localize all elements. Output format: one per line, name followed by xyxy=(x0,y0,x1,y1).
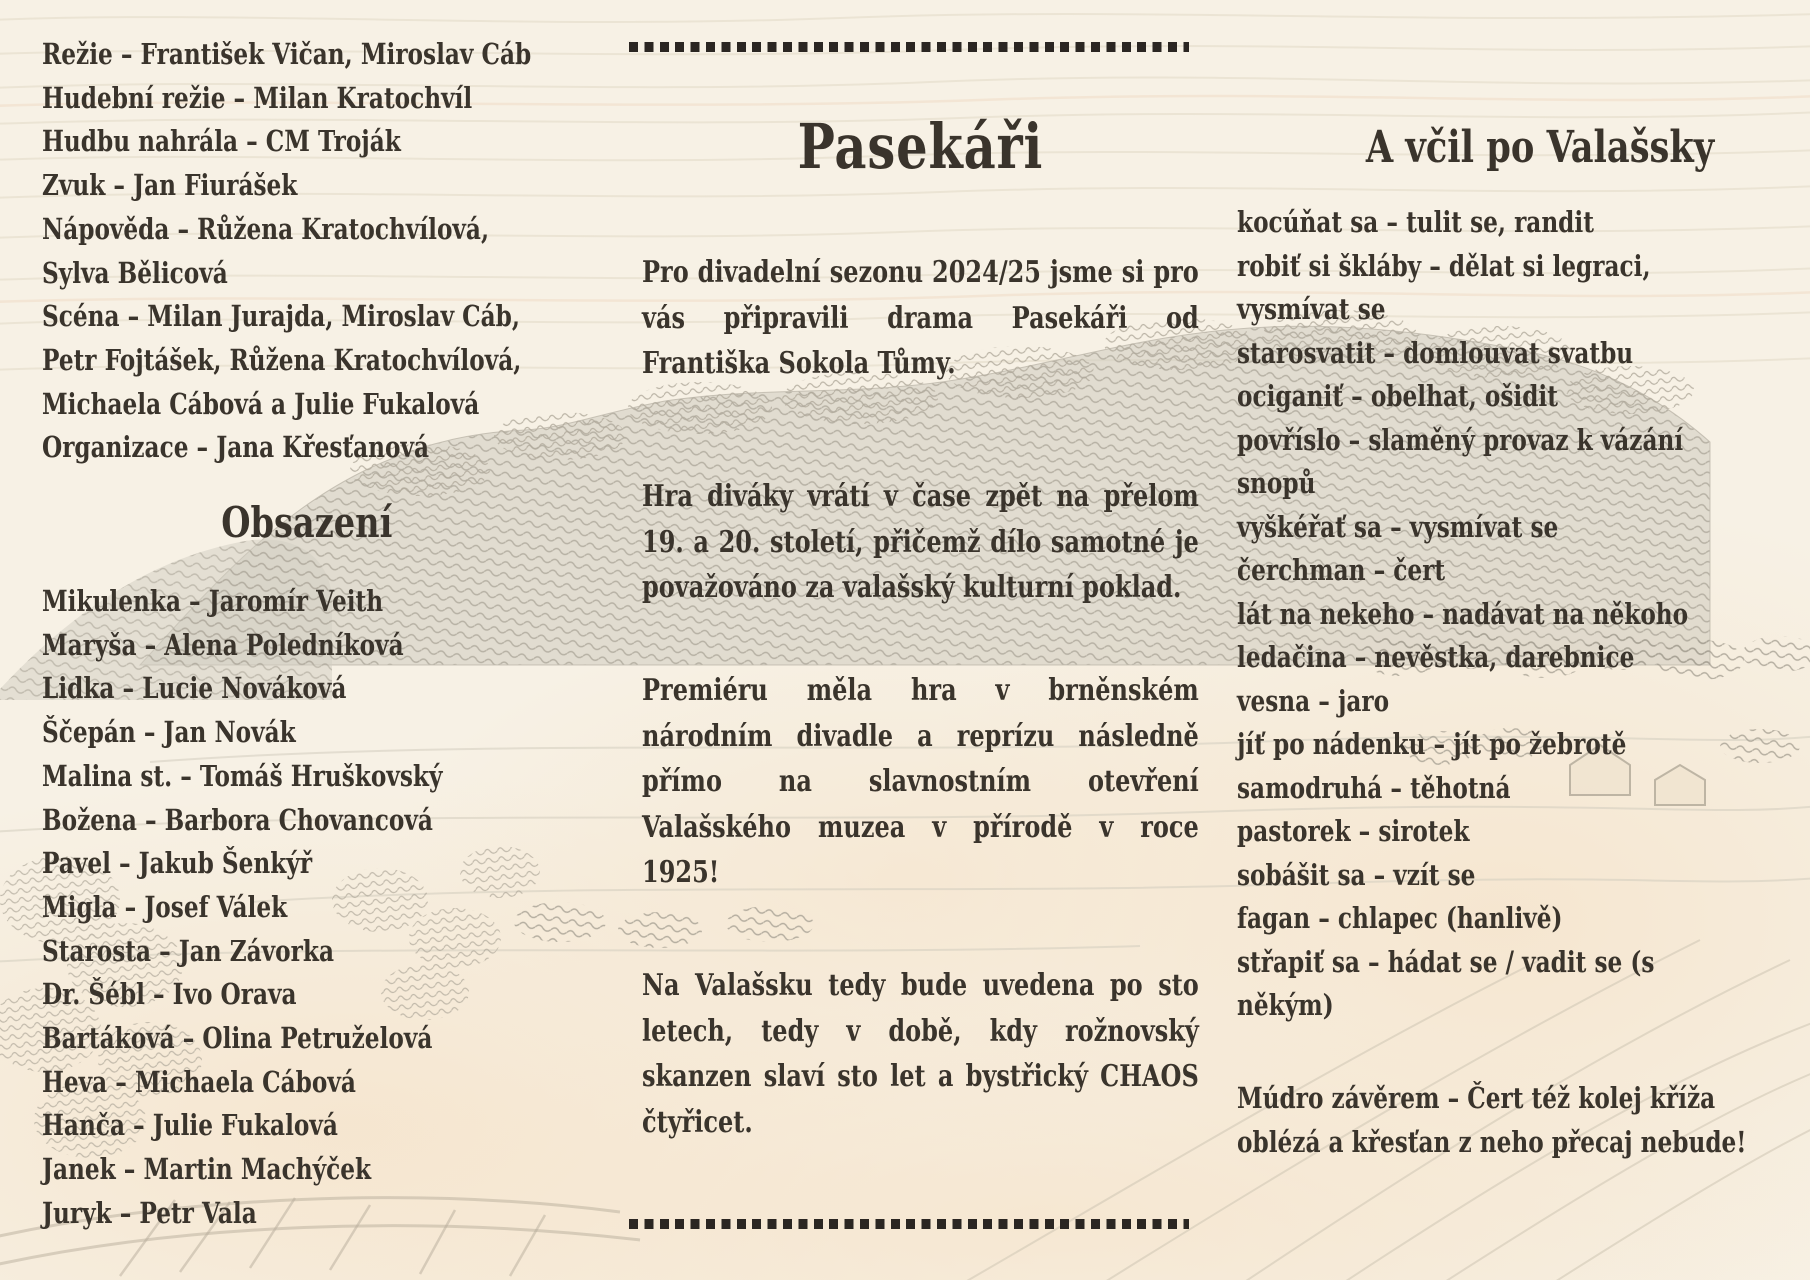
paragraph-line: národním divadle a reprízu následně xyxy=(642,718,1199,754)
cast-line: Božena – Barbora Chovancová xyxy=(42,802,433,837)
paragraph-line: Hra diváky vrátí v čase zpět na přelom xyxy=(642,479,1199,514)
glossary-line: povříslo – slaměný provaz k vázání xyxy=(1237,422,1684,457)
paragraph-line: 1925! xyxy=(642,855,720,890)
dotted-divider-bottom xyxy=(629,1219,1189,1229)
credit-line: Zvuk – Jan Fiurášek xyxy=(42,168,298,203)
cast-line: Migla – Josef Válek xyxy=(42,889,288,924)
paragraph-line: Valašského muzea v přírodě v roce xyxy=(642,809,1199,845)
intro-paragraph xyxy=(642,250,1199,387)
credit-line: Michaela Cábová a Julie Fukalová xyxy=(42,386,480,421)
premiere-paragraph xyxy=(642,668,1199,896)
glossary-line: pastorek – sirotek xyxy=(1237,814,1470,848)
paragraph-line: přímo na slavnostním otevření xyxy=(642,764,1199,799)
credit-line: Hudbu nahrála – CM Troják xyxy=(42,124,401,159)
cast-line: Maryša – Alena Poledníková xyxy=(42,627,404,662)
glossary-line: kocúňat sa – tulit se, randit xyxy=(1237,205,1594,239)
closing-proverb xyxy=(1237,1077,1747,1164)
glossary-line: sobášit sa – vzít se xyxy=(1237,857,1476,892)
cast-list xyxy=(42,580,442,1236)
cast-line: Lidka – Lucie Nováková xyxy=(42,671,347,706)
glossary-line: někým) xyxy=(1237,988,1334,1022)
credit-line: Režie – František Vičan, Miroslav Cáb xyxy=(42,37,532,71)
cast-line: Dr. Šébl – Ivo Orava xyxy=(42,977,297,1012)
cast-line: Mikulenka – Jaromír Veith xyxy=(42,584,384,618)
glossary-line: starosvatit – domlouvat svatbu xyxy=(1237,335,1634,370)
glossary-line: jíť po nádenku – jít po žebrotě xyxy=(1237,727,1627,761)
paragraph-line: Na Valašsku tedy bude uvedena po sto xyxy=(642,968,1199,1003)
paragraph-line: Pro divadelní sezonu 2024/25 jsme si pro xyxy=(642,255,1199,290)
history-paragraph xyxy=(642,474,1199,611)
closing-line: Múdro závěrem – Čert též kolej kříža xyxy=(1237,1081,1716,1115)
cast-heading: Obsazení xyxy=(221,498,393,547)
glossary-line: robiť si škláby – dělat si legraci, xyxy=(1237,248,1651,283)
paragraph-line: Františka Sokola Tůmy. xyxy=(642,346,956,381)
glossary-line: vesna – jaro xyxy=(1237,683,1390,718)
glossary-line: vyškéřať sa – vysmívat se xyxy=(1237,509,1559,544)
dialect-glossary-list xyxy=(1237,201,1688,1028)
cast-line: Starosta – Jan Závorka xyxy=(42,933,334,968)
paragraph-line: letech, tedy v době, kdy rožnovský xyxy=(642,1013,1199,1049)
page-title: Pasekáři xyxy=(797,110,1044,183)
anniversary-paragraph xyxy=(642,963,1199,1145)
paragraph-line: čtyřicet. xyxy=(642,1104,753,1140)
glossary-line: ociganiť – obelhat, ošidit xyxy=(1237,379,1558,413)
glossary-line: střapiť sa – hádat se / vadit se (s xyxy=(1237,944,1655,979)
glossary-line: snopů xyxy=(1237,466,1316,500)
credit-line: Petr Fojtášek, Růžena Kratochvílová, xyxy=(42,342,522,377)
glossary-line: vysmívat se xyxy=(1237,292,1386,326)
glossary-line: ledačina – nevěstka, darebnice xyxy=(1237,640,1635,674)
credit-line: Nápověda – Růžena Kratochvílová, xyxy=(42,211,490,246)
cast-line: Hanča – Julie Fukalová xyxy=(42,1108,338,1143)
paragraph-line: Premiéru měla hra v brněnském xyxy=(642,673,1199,708)
paragraph-line: vás připravili drama Pasekáři od xyxy=(642,300,1199,336)
credit-line: Organizace – Jana Křesťanová xyxy=(42,430,430,465)
dialect-glossary-heading: A včil po Valašsky xyxy=(1365,122,1715,173)
paragraph-line: považováno za valašský kulturní poklad. xyxy=(642,570,1182,605)
cast-line: Pavel – Jakub Šenkýř xyxy=(42,846,313,881)
cast-line: Ščepán – Jan Novák xyxy=(42,715,296,750)
credit-line: Sylva Bělicová xyxy=(42,255,228,290)
glossary-line: čerchman – čert xyxy=(1237,553,1446,587)
glossary-line: samodruhá – těhotná xyxy=(1237,770,1511,805)
cast-line: Malina st. – Tomáš Hruškovský xyxy=(42,758,443,793)
glossary-line: fagan – chlapec (hanlivě) xyxy=(1237,901,1563,935)
credits-block xyxy=(42,33,531,470)
cast-line: Janek – Martin Machýček xyxy=(42,1152,372,1187)
credit-line: Scéna – Milan Jurajda, Miroslav Cáb, xyxy=(42,299,520,334)
cast-line: Bartáková – Olina Petruželová xyxy=(42,1021,433,1056)
glossary-line: lát na nekeho – nadávat na někoho xyxy=(1237,596,1689,631)
cast-line: Heva – Michaela Cábová xyxy=(42,1064,356,1099)
cast-line: Juryk – Petr Vala xyxy=(42,1195,257,1230)
dotted-divider-top xyxy=(629,42,1189,52)
closing-line: oblézá a křesťan z neho přecaj nebude! xyxy=(1237,1124,1747,1159)
paragraph-line: skanzen slaví sto let a bystřický CHAOS xyxy=(642,1059,1199,1094)
credit-line: Hudební režie – Milan Kratochvíl xyxy=(42,80,473,115)
paragraph-line: 19. a 20. století, přičemž dílo samotné je xyxy=(642,524,1199,560)
